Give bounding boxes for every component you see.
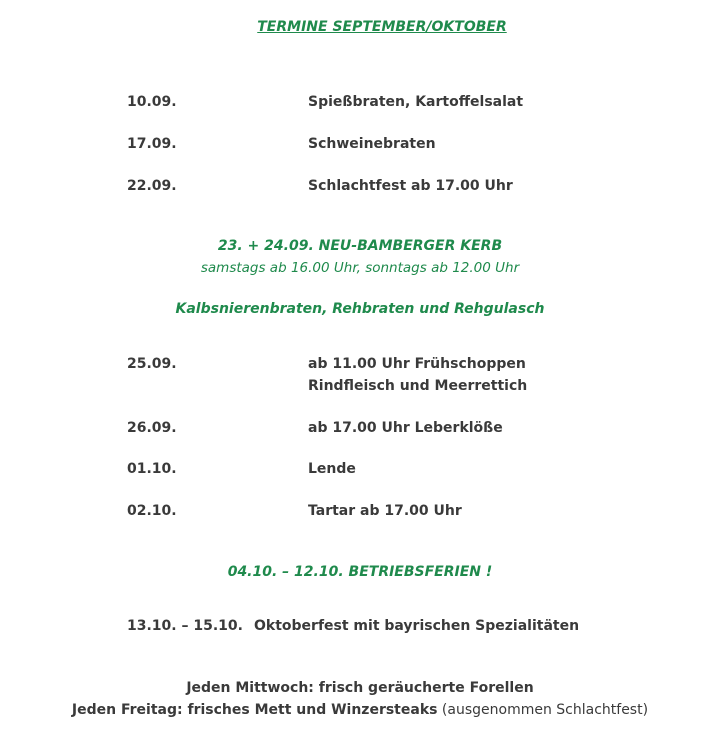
schedule-dish: Schlachtfest ab 17.00 Uhr bbox=[308, 178, 513, 194]
kerb-hours: samstags ab 16.00 Uhr, sonntags ab 12.00 Uhr bbox=[200, 260, 520, 276]
schedule-date: 26.09. bbox=[127, 420, 177, 436]
schedule-date: 25.09. bbox=[127, 356, 177, 372]
schedule-dish: Spießbraten, Kartoffelsalat bbox=[308, 94, 524, 110]
kerb-title: 23. + 24.09. NEU-BAMBERGER KERB bbox=[217, 238, 503, 254]
footer-friday-note: (ausgenommen Schlachtfest) bbox=[441, 702, 649, 718]
holiday-notice: 04.10. – 12.10. BETRIEBSFERIEN ! bbox=[227, 564, 493, 580]
footer-friday-main: Jeden Freitag: frisches Mett und Winzersteaks bbox=[71, 702, 438, 718]
schedule-date: 02.10. bbox=[127, 503, 177, 519]
page-title: TERMINE SEPTEMBER/OKTOBER bbox=[257, 19, 507, 35]
schedule-date: 22.09. bbox=[127, 178, 177, 194]
kerb-menu: Kalbsnierenbraten, Rehbraten und Rehgulasch bbox=[175, 301, 545, 317]
footer-friday bbox=[0, 702, 720, 718]
schedule-dish: Schweinebraten bbox=[308, 136, 436, 152]
schedule-dish: Lende bbox=[308, 461, 356, 477]
schedule-dish: Tartar ab 17.00 Uhr bbox=[308, 503, 462, 519]
schedule-dish-secondary: Rindfleisch und Meerrettich bbox=[308, 378, 528, 394]
schedule-date: 10.09. bbox=[127, 94, 177, 110]
schedule-date: 01.10. bbox=[127, 461, 177, 477]
footer-wednesday: Jeden Mittwoch: frisch geräucherte Forellen bbox=[186, 680, 534, 696]
schedule-date: 17.09. bbox=[127, 136, 177, 152]
oktoberfest-row bbox=[127, 618, 579, 634]
schedule-dish: ab 11.00 Uhr Frühschoppen bbox=[308, 356, 526, 372]
oktoberfest-date: 13.10. – 15.10. bbox=[127, 618, 243, 634]
schedule-dish: ab 17.00 Uhr Leberklöße bbox=[308, 420, 503, 436]
oktoberfest-dish: Oktoberfest mit bayrischen Spezialitäten bbox=[254, 618, 580, 634]
